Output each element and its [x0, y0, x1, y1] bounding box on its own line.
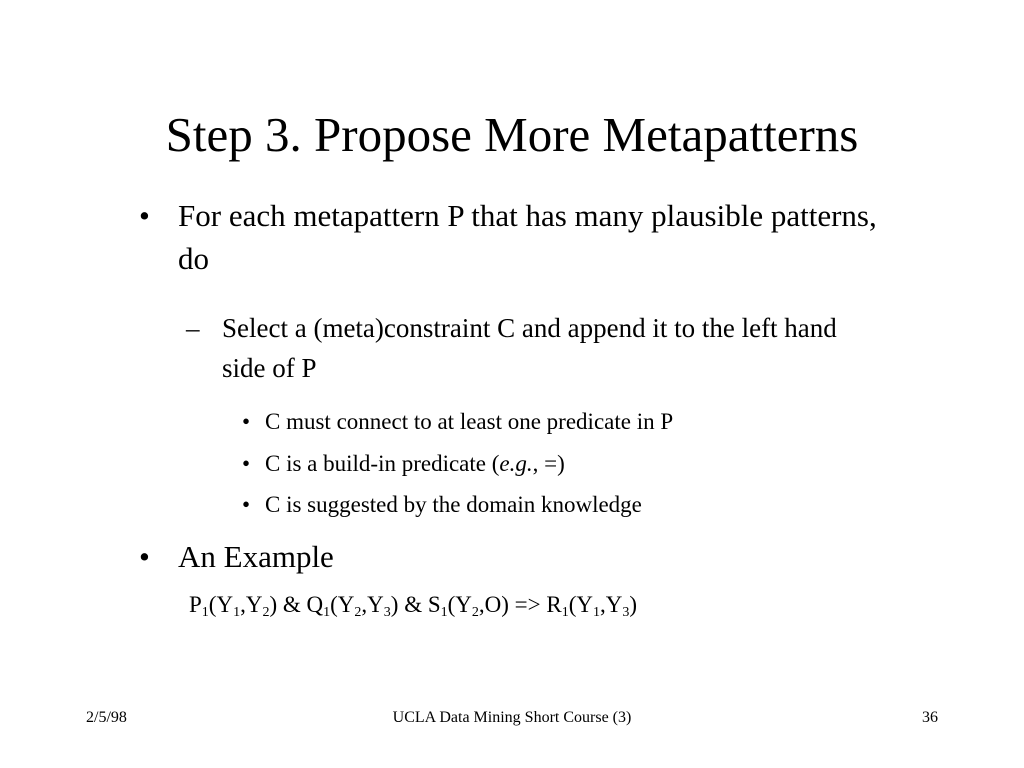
dash-marker: –: [186, 313, 200, 343]
formula-part: $,Y_2$: [240, 592, 270, 620]
bullet-text: Select a (meta)constraint C and append it to the left hand side of P: [222, 313, 837, 383]
bullet-item: [139, 194, 899, 280]
footer-page-number: 36: [922, 709, 938, 726]
sub-sub-bullet-item: [242, 488, 882, 522]
sub-bullet-item: [186, 308, 886, 388]
bullet-marker: •: [242, 451, 251, 476]
formula-part: ) & $Q_1$: [269, 592, 331, 620]
bullet-text: For each metapattern P that has many plausible patterns, do: [178, 198, 877, 276]
formula-part: ($Y_1$: [568, 592, 600, 620]
formula-part: ): [629, 592, 638, 617]
bullet-text: An Example: [178, 539, 334, 574]
bullet-text: [265, 447, 882, 481]
footer-course: UCLA Data Mining Short Course (3): [392, 709, 632, 726]
bullet-marker: •: [139, 539, 150, 574]
formula-part: $,Y_3$: [600, 592, 630, 620]
bullet-text-part: C is a build-in predicate (: [265, 451, 500, 476]
slide-title: Step 3. Propose More Metapatterns: [165, 107, 859, 162]
footer-date: 2/5/98: [86, 709, 127, 726]
formula-part: $,Y_3$: [361, 592, 391, 620]
formula-part: ) & $S_1$: [390, 592, 448, 620]
formula-part: $P_1$: [189, 592, 209, 620]
sub-sub-bullet-item: [242, 405, 882, 439]
bullet-marker: •: [139, 198, 150, 233]
formula-part: ($Y_2$: [330, 592, 362, 620]
bullet-item: [139, 535, 899, 578]
bullet-text: C must connect to at least one predicate in P: [265, 409, 674, 434]
formula-part: ($Y_2$: [447, 592, 479, 620]
bullet-marker: •: [242, 409, 251, 434]
bullet-text-italic: e.g.: [499, 451, 533, 476]
formula-part: $,O) => R_1$: [478, 592, 569, 620]
bullet-text: C is suggested by the domain knowledge: [265, 492, 642, 517]
bullet-marker: •: [242, 492, 251, 517]
sub-sub-bullet-item: [242, 447, 882, 481]
formula-part: ($Y_1$: [208, 592, 241, 620]
bullet-text-part: , =): [532, 451, 565, 476]
example-formula: [189, 587, 637, 623]
